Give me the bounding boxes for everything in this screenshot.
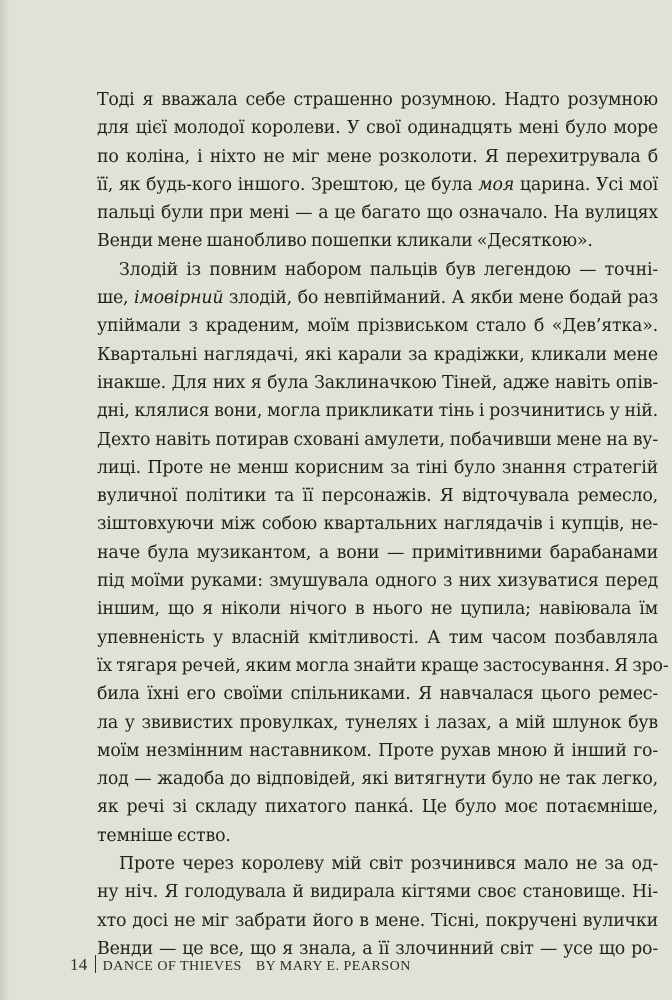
text-line: била їхні его своїми спільниками. Я навчалася цього ремес- bbox=[97, 684, 658, 705]
paragraph bbox=[97, 256, 669, 850]
text-line: упевненість у власній кмітливості. А тим часом позбавляла bbox=[97, 627, 658, 648]
text-line: під моїми руками: змушувала одного з них хизуватися перед bbox=[97, 571, 658, 592]
text-line: Дехто навіть потирав сховані амулети, побачивши мене на ву- bbox=[97, 429, 658, 450]
footer-divider bbox=[95, 955, 96, 973]
text-line: ла у звивистих провулках, тунелях і лазах, а мій шлунок був bbox=[97, 712, 658, 733]
text-line: зіштовхуючи між собою квартальних наглядачів і купців, не- bbox=[97, 514, 658, 535]
text-line: по коліна, і ніхто не міг мене розколоти. Я перехитрувала б bbox=[97, 146, 658, 167]
text-line: Проте через королеву мій світ розчинився мало не за од- bbox=[119, 854, 658, 875]
text-line: хто досі не міг забрати його в мене. Тісні, покручені вулички bbox=[97, 910, 658, 931]
text-line: темніше єство. bbox=[97, 825, 231, 846]
text-line: її, як будь-кого іншого. Зрештою, це була моя царина. Усі мої bbox=[97, 174, 658, 195]
body-text bbox=[97, 86, 669, 963]
text-line: наче була музикантом, а вони — примітивними барабанами bbox=[97, 542, 658, 563]
text-line: інакше. Для них я була Заклиначкою Тіней, адже навіть опів- bbox=[97, 372, 658, 393]
text-line: Злодій із повним набором пальців був легендою — точні- bbox=[119, 259, 658, 280]
text-line: упіймали з краденим, моїм прізвиськом стало б «Дев’ятка». bbox=[97, 316, 658, 337]
paragraph bbox=[97, 86, 658, 256]
text-line: дні, клялися вони, могла прикликати тінь і розчинитись у ній. bbox=[97, 401, 658, 422]
text-line: Тоді я вважала себе страшенно розумною. Надто розумною bbox=[97, 90, 658, 110]
paragraph bbox=[97, 850, 658, 963]
text-line: іншим, що я ніколи нічого в нього не цупила; навіювала їм bbox=[97, 599, 658, 620]
page-number: 14 bbox=[70, 955, 88, 974]
text-line: ну ніч. Я голодувала й видирала кігтями своє становище. Ні- bbox=[97, 882, 658, 903]
page-footer bbox=[70, 955, 411, 975]
text-line: Квартальні наглядачі, які карали за крадіжки, кликали мене bbox=[97, 344, 658, 365]
text-line: як речі зі складу пихатого панкá. Це було моє потаємніше, bbox=[97, 797, 658, 818]
text-line: їх тягаря речей, яким могла знайти краще застосування. Я зро- bbox=[97, 655, 669, 676]
text-line: лод — жадоба до відповідей, які витягнути було не так легко, bbox=[97, 769, 658, 790]
text-line: вуличної політики та її персонажів. Я відточувала ремесло, bbox=[97, 486, 658, 507]
book-author: BY MARY E. PEARSON bbox=[255, 959, 411, 974]
text-line: ше, імовірний злодій, бо невпійманий. А якби мене бодай раз bbox=[97, 288, 658, 309]
page-edge-shadow bbox=[0, 0, 10, 1000]
text-line: Венди мене шанобливо пошепки кликали «Десяткою». bbox=[97, 231, 593, 252]
book-title: DANCE OF THIEVES bbox=[102, 959, 242, 974]
text-line: пальці були при мені — а це багато що означало. На вулицях bbox=[97, 203, 658, 224]
text-line: для цієї молодої королеви. У свої одинадцять мені було море bbox=[97, 118, 658, 139]
text-line: лиці. Проте не менш корисним за тіні було знання стратегій bbox=[97, 457, 658, 478]
text-line: моїм незмінним наставником. Проте рухав мною й інший го- bbox=[97, 740, 658, 761]
text-line: Венди — це все, що я знала, а її злочинний світ — усе що ро- bbox=[97, 938, 658, 959]
